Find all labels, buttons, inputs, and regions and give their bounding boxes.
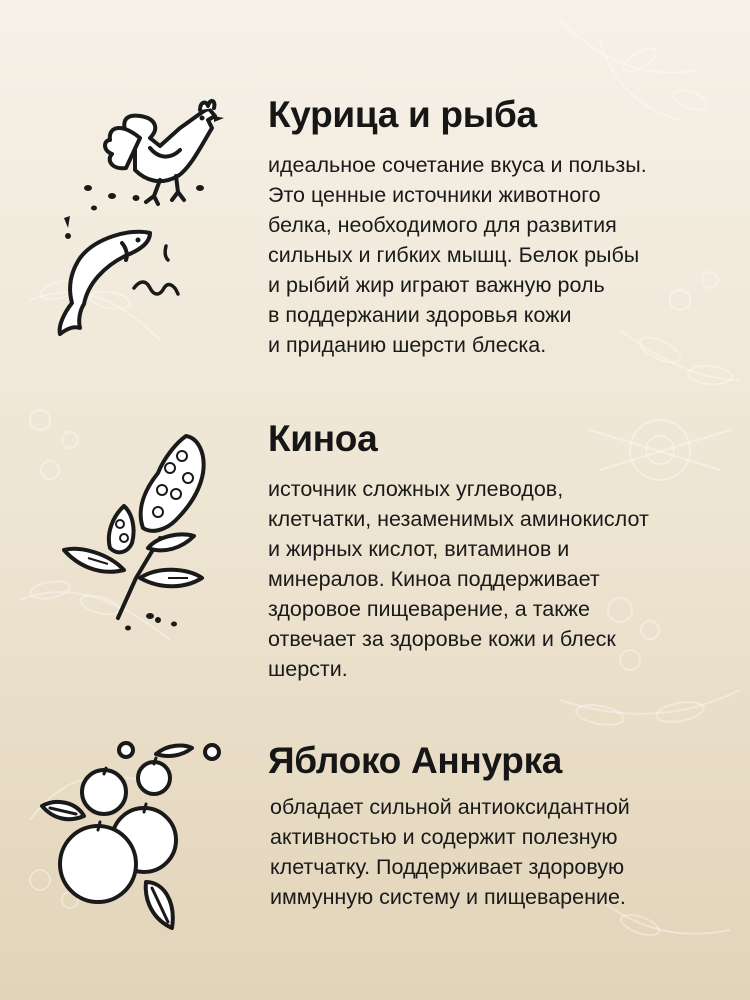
description-line: шерсти. <box>268 657 348 681</box>
description-line: обладает сильной антиоксидантной <box>270 795 630 819</box>
description-line: в поддержании здоровья кожи <box>268 303 572 327</box>
section-title: Киноа <box>268 418 378 459</box>
section-description <box>268 150 647 360</box>
description-line: здоровое пищеварение, а также <box>268 597 591 621</box>
section-description <box>268 474 649 684</box>
description-line: источник сложных углеводов, <box>268 477 564 501</box>
apples-icon <box>36 732 236 947</box>
description-line: клетчатку. Поддерживает здоровую <box>270 855 625 879</box>
chicken-fish-icon <box>50 88 230 353</box>
description-line: и жирных кислот, витаминов и <box>268 537 570 561</box>
description-line: иммунную систему и пищеварение. <box>270 885 626 909</box>
description-line: белка, необходимого для развития <box>268 213 617 237</box>
description-line: клетчатки, незаменимых аминокислот <box>268 507 649 531</box>
description-line: минералов. Киноа поддерживает <box>268 567 600 591</box>
description-line: отвечает за здоровье кожи и блеск <box>268 627 616 651</box>
section-title: Курица и рыба <box>268 94 537 135</box>
description-line: Это ценные источники животного <box>268 183 601 207</box>
quinoa-plant-icon <box>58 428 218 643</box>
section-description <box>270 792 630 912</box>
description-line: сильных и гибких мышц. Белок рыбы <box>268 243 640 267</box>
description-line: активностью и содержит полезную <box>270 825 618 849</box>
description-line: и приданию шерсти блеска. <box>268 333 547 357</box>
section-title: Яблоко Аннурка <box>268 740 563 781</box>
description-line: идеальное сочетание вкуса и пользы. <box>268 153 647 177</box>
description-line: и рыбий жир играют важную роль <box>268 273 605 297</box>
